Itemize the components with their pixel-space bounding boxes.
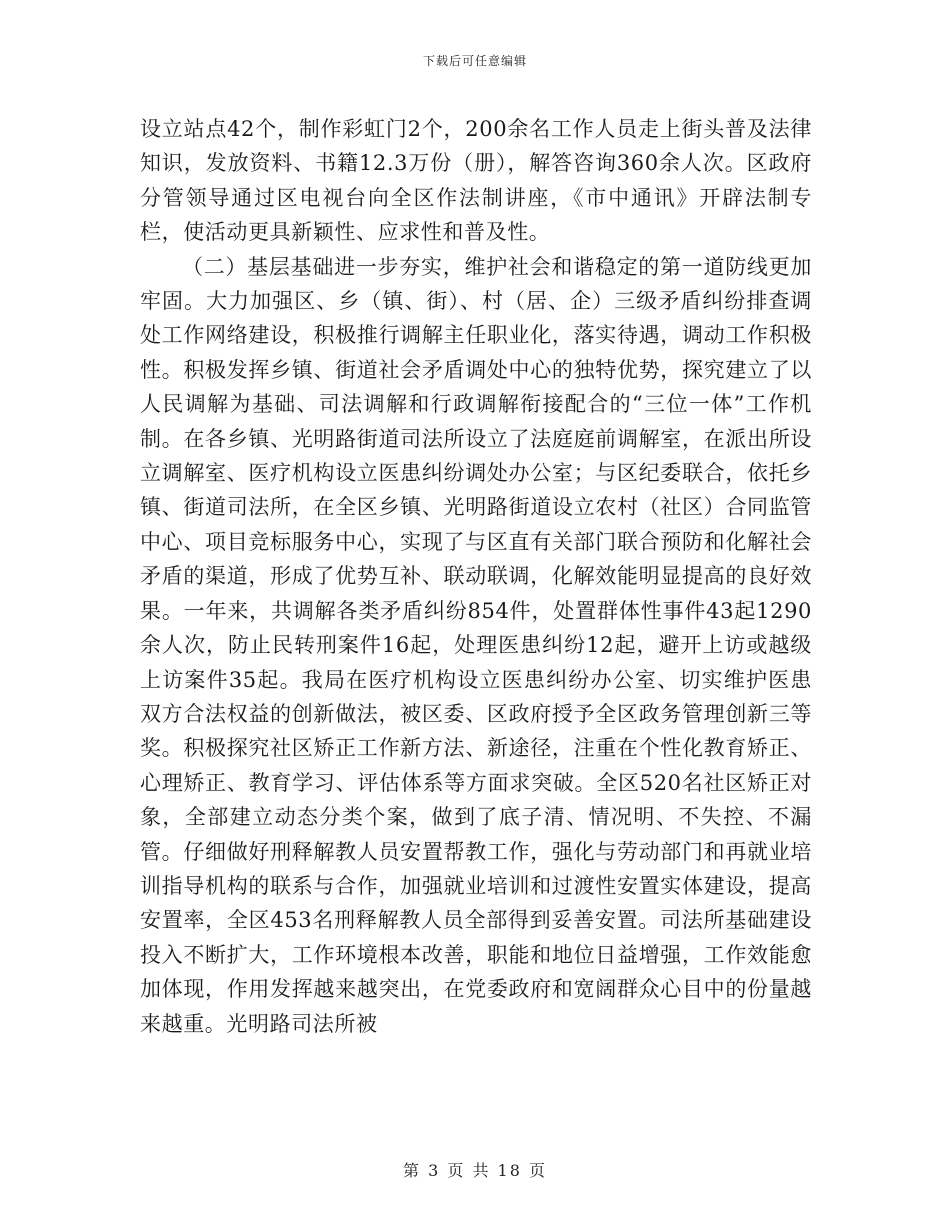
document-body xyxy=(140,112,812,1041)
page-footer-number: 第 3 页 共 18 页 xyxy=(403,1161,547,1180)
page-header-note: 下载后可任意编辑 xyxy=(422,54,527,68)
paragraph-1: 设立站点42个，制作彩虹门2个，200余名工作人员走上街头普及法律知识，发放资料、书籍12.3万份（册），解答咨询360余人次。区政府分管领导通过区电视台向全区作法制讲座，《市中通讯》开辟法制专栏，使活动更具新颖性、应求性和普及性。 xyxy=(140,117,812,245)
paragraph-2: （二）基层基础进一步夯实，维护社会和谐稳定的第一道防线更加牢固。大力加强区、乡（镇、街）、村（居、企）三级矛盾纠纷排查调处工作网络建设，积极推行调解主任职业化，落实待遇，调动工作积极性。积极发挥乡镇、街道社会矛盾调处中心的独特优势，探究建立了以人民调解为基础、司法调解和行政调解衔接配合的“三位一体”工作机制。在各乡镇、光明路街道司法所设立了法庭庭前调解室，在派出所设立调解室、医疗机构设立医患纠纷调处办公室；与区纪委联合，依托乡镇、街道司法所，在全区乡镇、光明路街道设立农村（社区）合同监管中心、项目竞标服务中心，实现了与区直有关部门联合预防和化解社会矛盾的渠道，形成了优势互补、联动联调，化解效能明显提高的良好效果。一年来，共调解各类矛盾纠纷854件，处置群体性事件43起1290余人次，防止民转刑案件16起，处理医患纠纷12起，避开上访或越级上访案件35起。我局在医疗机构设立医患纠纷办公室、切实维护医患双方合法权益的创新做法，被区委、区政府授予全区政务管理创新三等奖。积极探究社区矫正工作新方法、新途径，注重在个性化教育矫正、心理矫正、教育学习、评估体系等方面求突破。全区520名社区矫正对象，全部建立动态分类个案，做到了底子清、情况明、不失控、不漏管。仔细做好刑释解教人员安置帮教工作，强化与劳动部门和再就业培训指导机构的联系与合作，加强就业培训和过渡性安置实体建设，提高安置率，全区453名刑释解教人员全部得到妥善安置。司法所基础建设投入不断扩大，工作环境根本改善，职能和地位日益增强，工作效能愈加体现，作用发挥越来越突出，在党委政府和宽阔群众心目中的份量越来越重。光明路司法所被 xyxy=(140,254,812,1036)
